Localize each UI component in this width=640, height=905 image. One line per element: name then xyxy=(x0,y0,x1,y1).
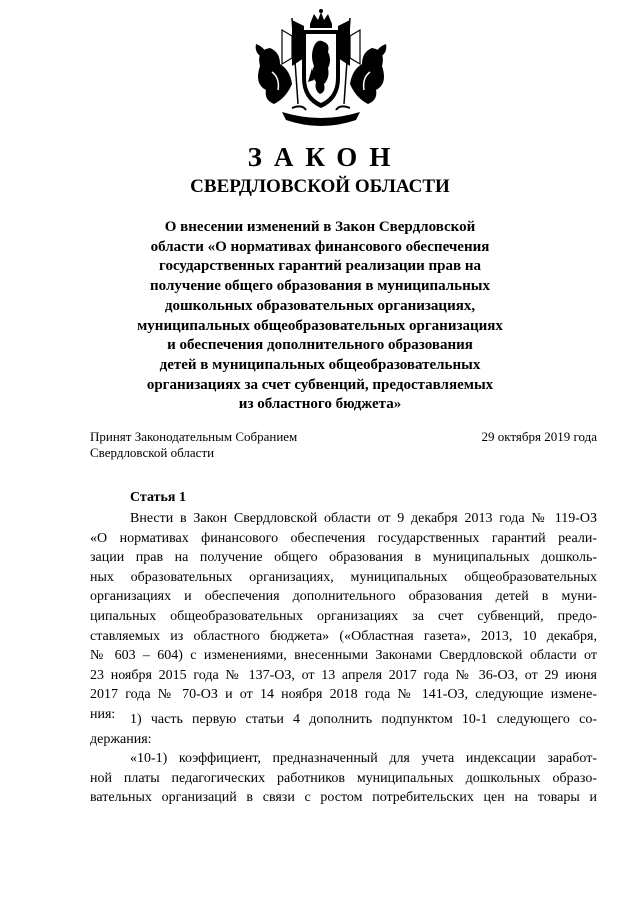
article-title: Статья 1 xyxy=(130,490,186,505)
article-paragraph xyxy=(90,509,597,725)
paragraph-line: «О нормативах финансового обеспечения государственных гарантий реали- xyxy=(90,530,597,546)
adoption-date: 29 октября 2019 года xyxy=(481,429,597,444)
article-paragraph xyxy=(90,749,597,808)
law-subtitle: СВЕРДЛОВСКОЙ ОБЛАСТИ xyxy=(190,176,450,197)
paragraph-line: ния: xyxy=(90,706,116,722)
adopted-by-line: Свердловской области xyxy=(90,445,215,460)
heading-line: дошкольных образовательных организациях, xyxy=(164,297,476,314)
heading-line: организациях за счет субвенций, предоставляемых xyxy=(146,376,494,393)
heading-line: области «О нормативах финансового обеспечения xyxy=(150,238,490,255)
paragraph-line: ной платы педагогических работников муниципальных дошкольных образо- xyxy=(90,770,597,786)
paragraph-line: ципальных общеобразовательных организациях за счет субвенций, предо- xyxy=(90,608,597,624)
paragraph-line: 1) часть первую статьи 4 дополнить подпунктом 10-1 следующего со- xyxy=(130,712,597,727)
paragraph-line: держания: xyxy=(90,731,152,747)
heading-line: О внесении изменений в Закон Свердловской xyxy=(164,219,476,235)
adopted-by-line: Принят Законодательным Собранием xyxy=(90,429,298,444)
heading-line: муниципальных общеобразовательных организациях xyxy=(137,317,503,334)
paragraph-line: № 603 – 604) с изменениями, внесенными Законами Свердловской области от xyxy=(90,648,597,664)
law-title: ЗАКОН xyxy=(247,142,403,172)
heading-line: и обеспечения дополнительного образования xyxy=(167,337,473,354)
paragraph-line: ных образовательных организациях, муниципальных общеобразовательных xyxy=(90,569,597,585)
heading-line: из областного бюджета» xyxy=(238,396,402,413)
heading-line: детей в муниципальных общеобразовательных xyxy=(159,356,481,373)
paragraph-line: «10-1) коэффициент, предназначенный для учета индексации заработ- xyxy=(130,751,597,766)
paragraph-line: 2017 года № 70-ОЗ и от 14 ноября 2018 года № 141-ОЗ, следующие измене- xyxy=(90,687,597,703)
paragraph-line: зации прав на получение общего образования в муниципальных дошколь- xyxy=(90,550,597,566)
article-paragraph xyxy=(90,710,597,749)
paragraph-line: 23 ноября 2015 года № 137-ОЗ, от 13 апреля 2017 года № 36-ОЗ, от 29 июня xyxy=(90,667,597,683)
coat-of-arms-icon xyxy=(252,8,390,132)
heading-line: получение общего образования в муниципальных xyxy=(150,278,490,295)
paragraph-line: организациях и обеспечения дополнительного образования детей в муни- xyxy=(90,589,597,605)
law-heading xyxy=(120,218,520,415)
paragraph-line: вательных организаций в связи с ростом потребительских цен на товары и xyxy=(90,790,597,806)
adopted-by xyxy=(90,429,297,461)
paragraph-line: Внести в Закон Свердловской области от 9 декабря 2013 года № 119-ОЗ xyxy=(130,511,597,526)
heading-line: государственных гарантий реализации прав на xyxy=(159,258,481,275)
paragraph-line: ставляемых из областного бюджета» («Областная газета», 2013, 10 декабря, xyxy=(90,628,597,644)
